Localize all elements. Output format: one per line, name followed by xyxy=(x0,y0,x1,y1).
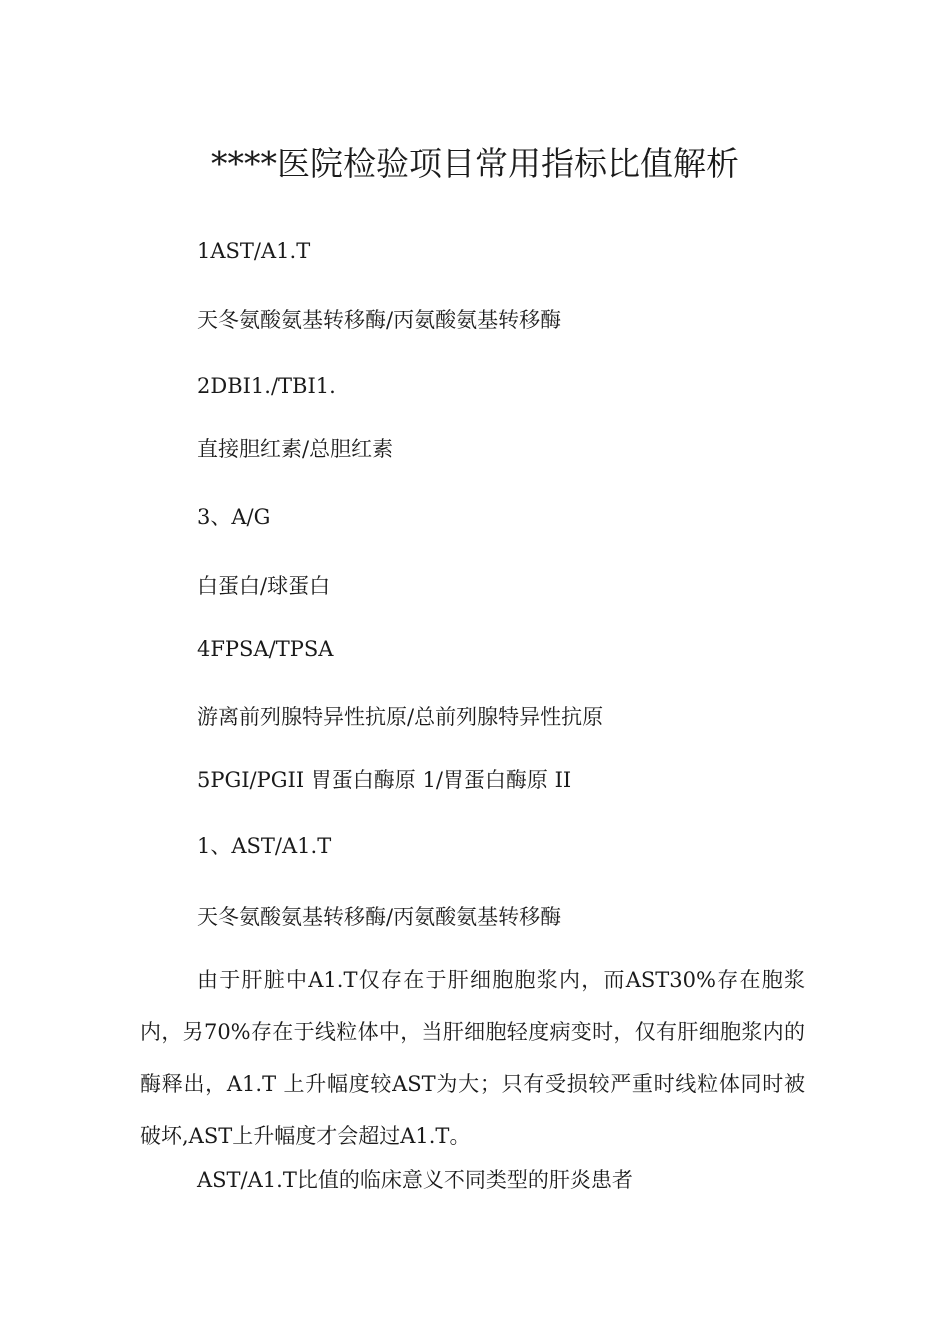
body-paragraph: 由于肝脏中A1.T仅存在于肝细胞胞浆内，而AST30%存在胞浆内，另70%存在于线粒体中，当肝细胞轻度病变时，仅有肝细胞浆内的酶释出，A1.T 上升幅度较AST为大；只有受损较严重时线粒体同时被破坏,AST上升幅度才会超过A1.T。 xyxy=(140,968,805,1148)
ratio-desc-dbil-tbil: 直接胆红素/总胆红素 xyxy=(197,437,394,461)
ratio-desc-ast-alt: 天冬氨酸氨基转移酶/丙氨酸氨基转移酶 xyxy=(197,308,562,332)
page-title: ****医院检验项目常用指标比值解析 xyxy=(211,144,739,183)
section-subheading: AST/A1.T比值的临床意义不同类型的肝炎患者 xyxy=(197,1168,633,1192)
ratio-heading-pgi-pgii: 5PGI/PGII 胃蛋白酶原 1/胃蛋白酶原 II xyxy=(197,768,572,792)
ratio-heading-fpsa-tpsa: 4FPSA/TPSA xyxy=(197,637,334,661)
ratio-heading-ast-alt: 1AST/A1.T xyxy=(197,239,311,263)
ratio-heading-a-g: 3、A/G xyxy=(197,505,271,529)
ratio-heading-dbil-tbil: 2DBI1./TBI1. xyxy=(197,374,336,398)
ratio-desc-fpsa-tpsa: 游离前列腺特异性抗原/总前列腺特异性抗原 xyxy=(197,705,604,729)
section-heading-ast-alt: 1、AST/A1.T xyxy=(197,834,332,858)
section-desc-ast-alt: 天冬氨酸氨基转移酶/丙氨酸氨基转移酶 xyxy=(197,905,562,929)
ratio-desc-a-g: 白蛋白/球蛋白 xyxy=(197,574,331,598)
